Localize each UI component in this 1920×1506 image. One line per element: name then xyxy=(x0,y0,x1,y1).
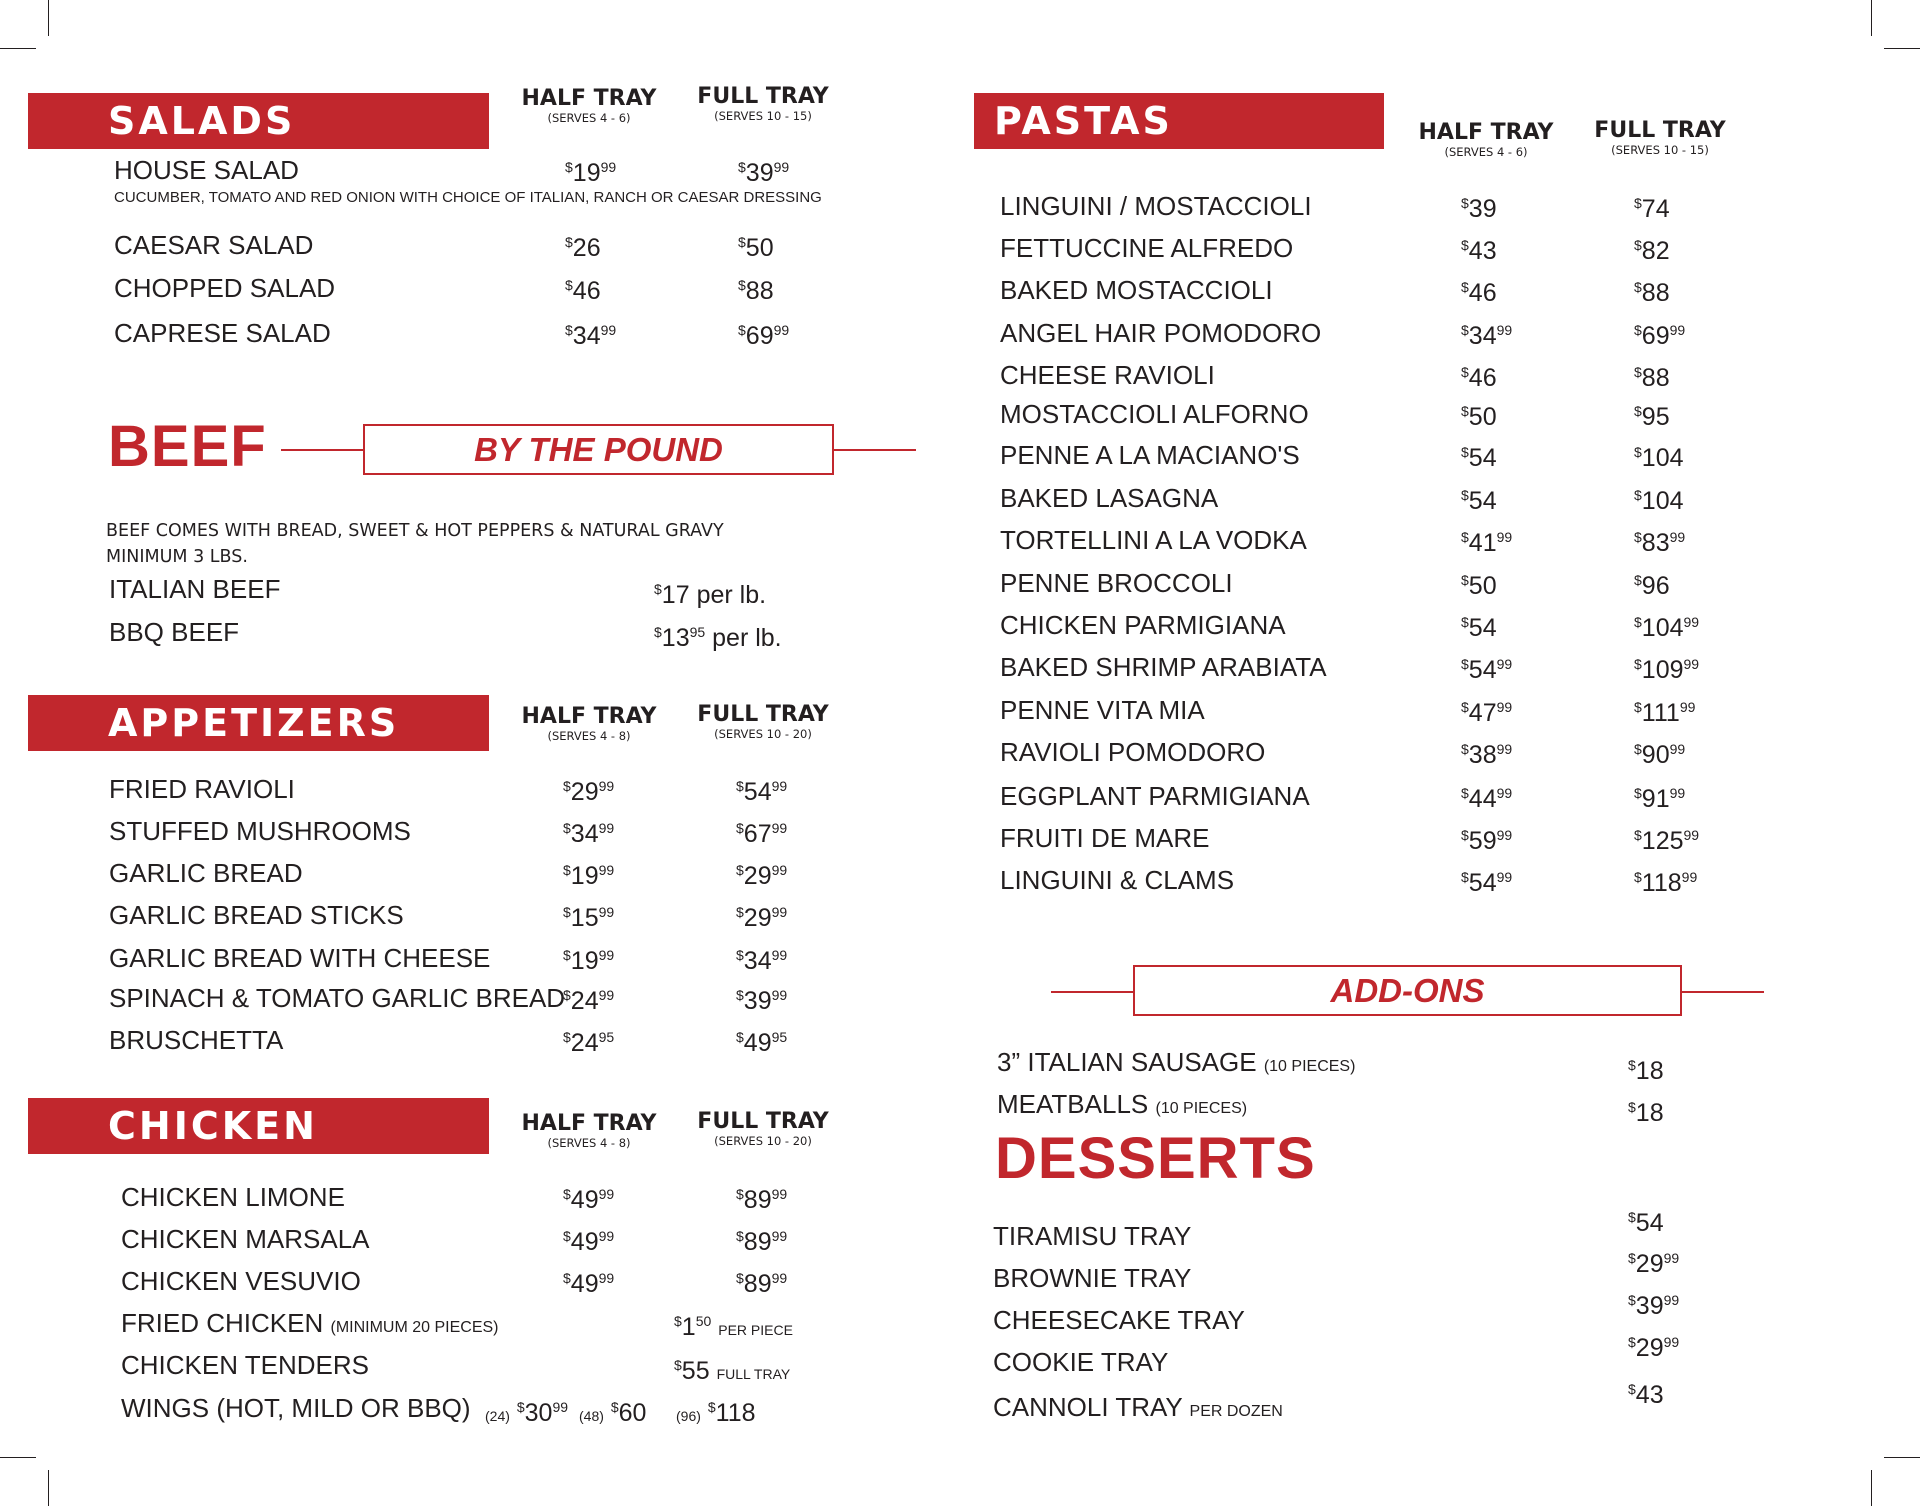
appetizers-header-band xyxy=(28,695,489,751)
half-tray-serves: (SERVES 4 - 8) xyxy=(547,729,631,743)
half-tray-price: $43 xyxy=(1461,237,1497,265)
crop-mark xyxy=(0,1457,36,1458)
chicken-full-tray-heading xyxy=(673,1110,853,1148)
half-tray-price: $26 xyxy=(565,234,601,262)
full-tray-price: $^{\$}83^{99}$ xyxy=(1634,529,1686,557)
half-tray-price: $46 xyxy=(1461,364,1497,392)
menu-item-name: MEATBALLS (10 PIECES) xyxy=(997,1089,1248,1119)
half-tray-price: $^{\$}49^{99}$ xyxy=(563,1270,615,1298)
wings-price-24: (24) $^{\$}30^{99}$ xyxy=(485,1399,569,1427)
desserts-title: DESSERTS xyxy=(995,1126,1316,1191)
menu-item-name: BRUSCHETTA xyxy=(109,1025,284,1055)
half-tray-serves: (SERVES 4 - 8) xyxy=(547,1136,631,1150)
full-tray-price: $^{\$}39^{99}$ xyxy=(738,159,790,187)
crop-mark xyxy=(0,48,36,49)
salads-half-tray-heading xyxy=(499,87,679,125)
half-tray-price: $^{\$}24^{95}$ xyxy=(563,1029,615,1057)
full-tray-price: $^{\$}29^{99}$ xyxy=(736,862,788,890)
menu-item-name: PENNE VITA MIA xyxy=(1000,695,1205,725)
half-tray-label: HALF TRAY xyxy=(1418,120,1554,145)
menu-item-name: PENNE A LA MACIANO'S xyxy=(1000,440,1300,470)
menu-item-name: 3” ITALIAN SAUSAGE (10 PIECES) xyxy=(997,1047,1356,1077)
full-tray-price: $^{\$}67^{99}$ xyxy=(736,820,788,848)
full-tray-price: $^{\$}118^{99}$ xyxy=(1634,869,1698,897)
menu-item-name: CAPRESE SALAD xyxy=(114,318,331,348)
full-tray-price: $^{\$}91^{99}$ xyxy=(1634,785,1686,813)
half-tray-price: $^{\$}34^{99}$ xyxy=(563,820,615,848)
full-tray-price: $88 xyxy=(738,277,774,305)
chicken-title: CHICKEN xyxy=(108,1104,318,1148)
pastas-title: PASTAS xyxy=(994,99,1173,143)
menu-item-name: FETTUCCINE ALFREDO xyxy=(1000,233,1294,263)
half-tray-price: $^{\$}59^{99}$ xyxy=(1461,827,1513,855)
addons-title: ADD-ONS xyxy=(1330,972,1485,1009)
crop-mark xyxy=(48,1470,49,1506)
half-tray-price: $^{\$}29^{99}$ xyxy=(563,778,615,806)
menu-item-name: BAKED SHRIMP ARABIATA xyxy=(1000,652,1327,682)
menu-item-note: PER DOZEN xyxy=(1189,1403,1283,1420)
menu-item-name: CHICKEN LIMONE xyxy=(121,1182,345,1212)
full-tray-price: $104 xyxy=(1634,487,1684,515)
beef-by-the-pound-box xyxy=(363,424,834,475)
half-tray-price: $46 xyxy=(1461,279,1497,307)
menu-item-name: CHICKEN VESUVIO xyxy=(121,1266,361,1296)
full-tray-price: $^{\$}109^{99}$ xyxy=(1634,656,1700,684)
price-unit: PER PIECE xyxy=(718,1322,793,1338)
menu-item-name: CHEESE RAVIOLI xyxy=(1000,360,1215,390)
half-tray-price: $^{\$}44^{99}$ xyxy=(1461,785,1513,813)
chicken-header-band xyxy=(28,1098,489,1154)
full-tray-price: $^{\$}39^{99}$ xyxy=(736,987,788,1015)
full-tray-price: $^{\$}54^{99}$ xyxy=(736,778,788,806)
full-tray-label: FULL TRAY xyxy=(697,702,829,727)
menu-item-name: BBQ BEEF xyxy=(109,617,240,647)
menu-item-name: WINGS (HOT, MILD OR BBQ) xyxy=(121,1393,471,1423)
half-tray-label: HALF TRAY xyxy=(521,704,657,729)
full-tray-price: $74 xyxy=(1634,195,1670,223)
half-tray-price: $39 xyxy=(1461,195,1497,223)
full-tray-serves: (SERVES 10 - 15) xyxy=(714,109,812,123)
addon-price: $18 xyxy=(1628,1057,1664,1085)
full-tray-price: $50 xyxy=(738,234,774,262)
full-tray-price: $^{\$}69^{99}$ xyxy=(738,322,790,350)
menu-item-name: ITALIAN BEEF xyxy=(109,574,281,604)
full-tray-price: $104 xyxy=(1634,444,1684,472)
menu-item-name: FRUITI DE MARE xyxy=(1000,823,1210,853)
chicken-tenders-price: $55 FULL TRAY xyxy=(674,1357,791,1385)
wings-price-96: (96) $118 xyxy=(676,1399,756,1427)
menu-item-name: EGGPLANT PARMIGIANA xyxy=(1000,781,1310,811)
menu-item-note: (10 PIECES) xyxy=(1155,1100,1248,1117)
crop-mark xyxy=(48,0,49,36)
menu-item-name: HOUSE SALAD xyxy=(114,155,299,185)
appetizers-full-tray-heading xyxy=(673,703,853,741)
beef-price: $17 per lb. xyxy=(654,581,767,609)
half-tray-serves: (SERVES 4 - 6) xyxy=(547,111,631,125)
dessert-price: $^{\$}29^{99}$ xyxy=(1628,1334,1680,1362)
menu-item-name: COOKIE TRAY xyxy=(993,1347,1169,1377)
menu-item-name: TORTELLINI A LA VODKA xyxy=(1000,525,1307,555)
appetizers-half-tray-heading xyxy=(499,705,679,743)
menu-item-name: CHEESECAKE TRAY xyxy=(993,1305,1245,1335)
half-tray-price: $50 xyxy=(1461,572,1497,600)
half-tray-price: $^{\$}54^{99}$ xyxy=(1461,656,1513,684)
menu-item-name: FRIED RAVIOLI xyxy=(109,774,295,804)
house-salad-description: CUCUMBER, TOMATO AND RED ONION WITH CHOICE OF ITALIAN, RANCH OR CAESAR DRESSING xyxy=(114,189,822,206)
menu-item-name: GARLIC BREAD WITH CHEESE xyxy=(109,943,491,973)
half-tray-price: $^{\$}15^{99}$ xyxy=(563,904,615,932)
crop-mark xyxy=(1871,0,1872,36)
menu-item-name: RAVIOLI POMODORO xyxy=(1000,737,1266,767)
menu-item-note: (MINIMUM 20 PIECES) xyxy=(330,1319,499,1336)
menu-item-name: FRIED CHICKEN (MINIMUM 20 PIECES) xyxy=(121,1308,499,1338)
menu-item-name: MOSTACCIOLI ALFORNO xyxy=(1000,399,1309,429)
half-tray-price: $54 xyxy=(1461,444,1497,472)
menu-item-name: CHICKEN MARSALA xyxy=(121,1224,370,1254)
full-tray-price: $^{\$}125^{99}$ xyxy=(1634,827,1700,855)
full-tray-price: $^{\$}89^{99}$ xyxy=(736,1228,788,1256)
appetizers-title: APPETIZERS xyxy=(108,701,400,745)
divider-line xyxy=(281,449,363,451)
price-unit: FULL TRAY xyxy=(716,1366,791,1382)
full-tray-label: FULL TRAY xyxy=(1594,118,1726,143)
half-tray-price: $54 xyxy=(1461,614,1497,642)
beef-title: BEEF xyxy=(108,414,267,479)
full-tray-price: $^{\$}104^{99}$ xyxy=(1634,614,1700,642)
full-tray-price: $^{\$}89^{99}$ xyxy=(736,1270,788,1298)
menu-item-name: TIRAMISU TRAY xyxy=(993,1221,1192,1251)
salads-header-band xyxy=(28,93,489,149)
menu-item-name: PENNE BROCCOLI xyxy=(1000,568,1233,598)
beef-minimum: MINIMUM 3 LBS. xyxy=(106,547,248,567)
addons-title-box xyxy=(1133,965,1682,1016)
divider-line xyxy=(834,449,916,451)
menu-item-name: BROWNIE TRAY xyxy=(993,1263,1192,1293)
menu-item-name: CANNOLI TRAY PER DOZEN xyxy=(993,1392,1283,1422)
half-tray-price: $^{\$}38^{99}$ xyxy=(1461,741,1513,769)
full-tray-price: $96 xyxy=(1634,572,1670,600)
half-tray-price: $^{\$}49^{99}$ xyxy=(563,1228,615,1256)
menu-item-name: BAKED LASAGNA xyxy=(1000,483,1219,513)
full-tray-price: $^{\$}29^{99}$ xyxy=(736,904,788,932)
menu-item-name: BAKED MOSTACCIOLI xyxy=(1000,275,1273,305)
divider-line xyxy=(1051,991,1134,993)
crop-mark xyxy=(1884,48,1920,49)
full-tray-price: $^{\$}89^{99}$ xyxy=(736,1186,788,1214)
pastas-half-tray-heading xyxy=(1396,121,1576,159)
menu-item-name: LINGUINI / MOSTACCIOLI xyxy=(1000,191,1312,221)
fried-chicken-price: $^{\$}1^{50}$ PER PIECE xyxy=(674,1313,793,1341)
half-tray-price: $^{\$}54^{99}$ xyxy=(1461,869,1513,897)
half-tray-label: HALF TRAY xyxy=(521,86,657,111)
crop-mark xyxy=(1884,1457,1920,1458)
menu-item-name: CAESAR SALAD xyxy=(114,230,314,260)
half-tray-price: $50 xyxy=(1461,403,1497,431)
wings-price-48: (48) $60 xyxy=(579,1399,647,1427)
half-tray-price: $^{\$}19^{99}$ xyxy=(565,159,617,187)
dessert-price: $^{\$}39^{99}$ xyxy=(1628,1292,1680,1320)
half-tray-price: $^{\$}34^{99}$ xyxy=(1461,322,1513,350)
salads-full-tray-heading xyxy=(673,85,853,123)
divider-line xyxy=(1682,991,1764,993)
half-tray-price: $54 xyxy=(1461,487,1497,515)
half-tray-price: $^{\$}47^{99}$ xyxy=(1461,699,1513,727)
half-tray-price: $^{\$}49^{99}$ xyxy=(563,1186,615,1214)
beef-subtitle: BY THE POUND xyxy=(474,431,723,468)
chicken-half-tray-heading xyxy=(499,1112,679,1150)
dessert-price: $^{\$}29^{99}$ xyxy=(1628,1250,1680,1278)
menu-item-name: SPINACH & TOMATO GARLIC BREAD xyxy=(109,983,566,1013)
full-tray-price: $88 xyxy=(1634,279,1670,307)
price-unit: per lb. xyxy=(712,624,782,652)
full-tray-serves: (SERVES 10 - 20) xyxy=(714,727,812,741)
half-tray-price: $^{\$}24^{99}$ xyxy=(563,987,615,1015)
beef-description: BEEF COMES WITH BREAD, SWEET & HOT PEPPERS & NATURAL GRAVY xyxy=(106,521,724,541)
half-tray-label: HALF TRAY xyxy=(521,1111,657,1136)
menu-item-name: GARLIC BREAD xyxy=(109,858,303,888)
menu-item-name: ANGEL HAIR POMODORO xyxy=(1000,318,1322,348)
full-tray-label: FULL TRAY xyxy=(697,1109,829,1134)
addon-price: $18 xyxy=(1628,1099,1664,1127)
menu-item-name: CHOPPED SALAD xyxy=(114,273,336,303)
full-tray-price: $^{\$}111^{99}$ xyxy=(1634,699,1696,727)
full-tray-price: $^{\$}49^{95}$ xyxy=(736,1029,788,1057)
price-unit: per lb. xyxy=(696,581,767,609)
pastas-header-band xyxy=(974,93,1384,149)
menu-item-name: STUFFED MUSHROOMS xyxy=(109,816,411,846)
full-tray-price: $^{\$}90^{99}$ xyxy=(1634,741,1686,769)
beef-price: $^{\$}13^{95}$ per lb. xyxy=(654,624,782,652)
crop-mark xyxy=(1871,1470,1872,1506)
full-tray-label: FULL TRAY xyxy=(697,84,829,109)
half-tray-serves: (SERVES 4 - 6) xyxy=(1444,145,1528,159)
menu-item-name: CHICKEN PARMIGIANA xyxy=(1000,610,1286,640)
full-tray-serves: (SERVES 10 - 15) xyxy=(1611,143,1709,157)
menu-item-name: LINGUINI & CLAMS xyxy=(1000,865,1235,895)
pastas-full-tray-heading xyxy=(1570,119,1750,157)
menu-item-name: CHICKEN TENDERS xyxy=(121,1350,370,1380)
half-tray-price: $46 xyxy=(565,277,601,305)
half-tray-price: $^{\$}19^{99}$ xyxy=(563,947,615,975)
menu-item-note: (10 PIECES) xyxy=(1263,1058,1356,1075)
full-tray-price: $^{\$}69^{99}$ xyxy=(1634,322,1686,350)
menu-item-name: GARLIC BREAD STICKS xyxy=(109,900,404,930)
half-tray-price: $^{\$}41^{99}$ xyxy=(1461,529,1513,557)
full-tray-serves: (SERVES 10 - 20) xyxy=(714,1134,812,1148)
full-tray-price: $88 xyxy=(1634,364,1670,392)
full-tray-price: $^{\$}34^{99}$ xyxy=(736,947,788,975)
full-tray-price: $95 xyxy=(1634,403,1670,431)
full-tray-price: $82 xyxy=(1634,237,1670,265)
dessert-price: $43 xyxy=(1628,1381,1664,1409)
half-tray-price: $^{\$}19^{99}$ xyxy=(563,862,615,890)
half-tray-price: $^{\$}34^{99}$ xyxy=(565,322,617,350)
dessert-price: $54 xyxy=(1628,1209,1664,1237)
salads-title: SALADS xyxy=(108,99,296,143)
